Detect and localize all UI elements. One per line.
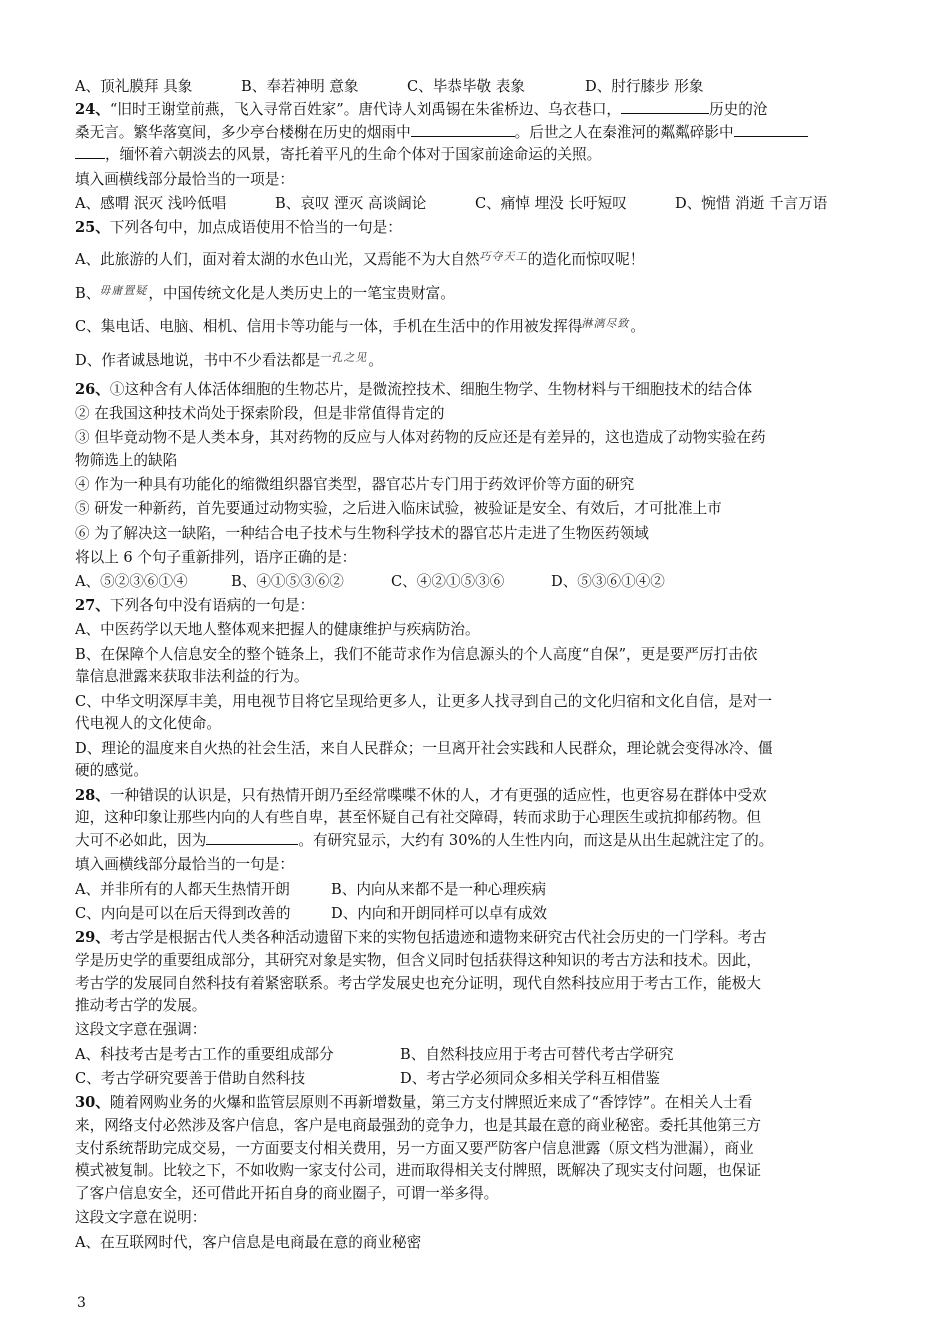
q29-line-3: 考古学的发展同自然科技有着紧密联系。考古学发展史也充分证明，现代自然科技应用于考古工作，能极大	[75, 974, 761, 992]
q24-line-2: 桑无言。繁华落寞间，多少亭台楼榭在历史的烟雨中 。后世之人在秦淮河的粼粼碎影中	[75, 122, 887, 145]
q23-option-d: D、肘行膝步 形象	[585, 78, 704, 95]
q29-option-c: C、考古学研究要善于借助自然科技	[75, 1069, 306, 1087]
q29-line-2: 学是历史学的重要组成部分，其研究对象是实物，但含义同时包括获得这种知识的考古方法和技术。因此，	[75, 951, 761, 969]
q24-line-1: 24、“旧时王谢堂前燕，飞入寻常百姓家”。唐代诗人刘禹锡在朱雀桥边、乌衣巷口， 历史的沧	[75, 100, 768, 118]
q25-stem: 25、下列各句中，加点成语使用不恰当的一句是：	[75, 218, 402, 236]
q27-option-c: C、中华文明深厚丰美，用电视节目将它呈现给更多人，让更多人找寻到自己的文化归宿和文化自信，是对一	[75, 692, 773, 710]
q26-prompt: 将以上 6 个句子重新排列，语序正确的是：	[75, 548, 357, 566]
q24-number: 24、	[75, 100, 110, 118]
q28-option-b: B、内向从来都不是一种心理疾病	[331, 880, 547, 898]
q26-sentence-3-cont: 物筛选上的缺陷	[75, 452, 178, 470]
handwritten-idiom: 巧夺天工	[478, 249, 530, 263]
q23-option-a: A、顶礼膜拜 具象	[75, 78, 193, 95]
q29-option-d: D、考古学必须同众多相关学科互相借鉴	[400, 1069, 660, 1087]
q25-option-b: B、毋庸置疑，中国传统文化是人类历史上的一笔宝贵财富。	[75, 280, 887, 306]
q26-option-b: B、④①⑤③⑥②	[231, 573, 344, 591]
q29-line-4: 推动考古学的发展。	[75, 997, 207, 1015]
q30-line-2: 来，网络支付必然涉及客户信息，客户是电商最强劲的竞争力，也是其最在意的商业秘密。委托其他第三方	[75, 1116, 761, 1134]
page-number: 3	[77, 1295, 86, 1311]
q23-options	[75, 76, 887, 99]
q26-sentence-2: ② 在我国这种技术尚处于探索阶段，但是非常值得肯定的	[75, 405, 445, 423]
q30-line-1: 30、随着网购业务的火爆和监管层原则不再新增数量，第三方支付牌照近来成了“香饽饽”。在相关人士看	[75, 1094, 753, 1112]
q24-prompt: 填入画横线部分最恰当的一项是：	[75, 170, 294, 188]
q26-sentence-3: ③ 但毕竟动物不是人类本身，其对药物的反应与人体对药物的反应还是有差异的，这也造成了动物实验在药	[75, 429, 766, 447]
q26-sentence-1: 26、①这种含有人体活体细胞的生物芯片，是微流控技术、细胞生物学、生物材料与干细胞技术的结合体	[75, 380, 753, 398]
q27-option-a: A、中医药学以天地人整体观来把握人的健康维护与疾病防治。	[75, 621, 480, 639]
fill-blank	[206, 832, 298, 845]
q26-sentence-6: ⑥ 为了解决这一缺陷，一种结合电子技术与生物科学技术的器官芯片走进了生物医药领域	[75, 524, 649, 542]
q28-options-cd	[75, 903, 887, 926]
q23-option-c: C、毕恭毕敬 表象	[407, 78, 525, 95]
q30-option-a: A、在互联网时代，客户信息是电商最在意的商业秘密	[75, 1233, 422, 1251]
q28-line-1: 28、一种错误的认识是，只有热情开朗乃至经常喋喋不休的人，才有更强的适应性，也更容易在群体中受欢	[75, 786, 767, 804]
q27-stem: 27、下列各句中没有语病的一句是：	[75, 597, 315, 615]
q27-option-b: B、在保障个人信息安全的整个链条上，我们不能苛求作为信息源头的个人高度“自保”，更是要严厉打击依	[75, 645, 758, 663]
q30-line-5: 了客户信息安全，还可借此开拓自身的商业圈子，可谓一举多得。	[75, 1185, 499, 1203]
q29-line-1: 29、考古学是根据古代人类各种活动遗留下来的实物包括遗迹和遗物来研究古代社会历史的一门学科。考古	[75, 928, 767, 946]
q24-options	[75, 193, 887, 216]
q29-option-b: B、自然科技应用于考古可替代考古学研究	[400, 1045, 674, 1063]
q30-line-4: 模式被复制。比较之下，不如收购一家支付公司，进而取得相关支付牌照，既解决了现实支付问题，也保证	[75, 1162, 761, 1180]
fill-blank	[411, 124, 515, 137]
q28-option-d: D、内向和开朗同样可以卓有成效	[331, 904, 548, 922]
handwritten-idiom: 一孔之见	[319, 351, 370, 365]
q26-option-c: C、④②①⑤③⑥	[391, 573, 505, 591]
q30-prompt: 这段文字意在说明：	[75, 1209, 207, 1227]
q24-option-b: B、哀叹 湮灭 高谈阔论	[275, 194, 427, 212]
q29-option-a: A、科技考古是考古工作的重要组成部分	[75, 1045, 334, 1063]
fill-blank	[75, 146, 105, 159]
q29-options-cd	[75, 1068, 887, 1091]
q25-option-d: D、作者诚恳地说，书中不少看法都是一孔之见。	[75, 347, 887, 373]
q27-option-d-cont: 硬的感觉。	[75, 762, 148, 780]
handwritten-idiom: 毋庸置疑	[99, 283, 150, 297]
q25-option-a: A、此旅游的人们，面对着太湖的水色山光，又焉能不为大自然巧夺天工的造化而惊叹呢！	[75, 246, 887, 272]
q27-option-d: D、理论的温度来自火热的社会生活，来自人民群众；一旦离开社会实践和人民群众，理论就会变得冰冷、僵	[75, 739, 773, 757]
q25-option-c: C、集电话、电脑、相机、信用卡等功能与一体，手机在生活中的作用被发挥得淋漓尽致。	[75, 313, 887, 339]
fill-blank	[621, 101, 709, 114]
q27-option-b-cont: 靠信息泄露来获取非法利益的行为。	[75, 668, 309, 686]
q29-options-ab	[75, 1044, 887, 1067]
document-page	[75, 76, 887, 1254]
q28-options-ab	[75, 879, 887, 902]
q26-option-d: D、⑤③⑥①④②	[551, 573, 665, 591]
q28-prompt: 填入画横线部分最恰当的一句是：	[75, 856, 294, 874]
q28-option-a: A、并非所有的人都天生热情开朗	[75, 880, 290, 898]
q30-line-3: 支付系统帮助完成交易，一方面要支付相关费用，另一方面又要严防客户信息泄露（原文档为泄漏），商业	[75, 1139, 754, 1157]
fill-blank	[734, 124, 808, 137]
q28-option-c: C、内向是可以在后天得到改善的	[75, 904, 291, 922]
q26-sentence-5: ⑤ 研发一种新药，首先要通过动物实验，之后进入临床试验，被验证是安全、有效后，才可批准上市	[75, 500, 722, 518]
q26-sentence-4: ④ 作为一种具有功能化的缩微组织器官类型，器官芯片专门用于药效评价等方面的研究	[75, 476, 635, 494]
q26-option-a: A、⑤②③⑥①④	[75, 573, 188, 591]
q24-option-d: D、惋惜 消逝 千言万语	[675, 194, 828, 212]
q26-options	[75, 571, 887, 594]
q24-option-a: A、感喟 泯灭 浅吟低唱	[75, 194, 227, 212]
q23-option-b: B、奉若神明 意象	[241, 78, 359, 95]
q27-option-c-cont: 代电视人的文化使命。	[75, 715, 221, 733]
q29-prompt: 这段文字意在强调：	[75, 1021, 207, 1039]
q28-line-2: 迎，这种印象让那些内向的人有些自卑，甚至怀疑自己有社交障碍，转而求助于心理医生或抗抑郁药物。但	[75, 809, 761, 827]
q24-option-c: C、痛悼 埋没 长吁短叹	[475, 194, 627, 212]
handwritten-idiom: 淋漓尽致	[581, 317, 632, 331]
q28-line-3: 大可不必如此，因为 。有研究显示，大约有 30%的人生性内向，而这是从出生起就注定了的。	[75, 832, 774, 850]
q24-line-3: ，缅怀着六朝淡去的风景，寄托着平凡的生命个体对于国家前途命运的关照。	[75, 144, 887, 167]
